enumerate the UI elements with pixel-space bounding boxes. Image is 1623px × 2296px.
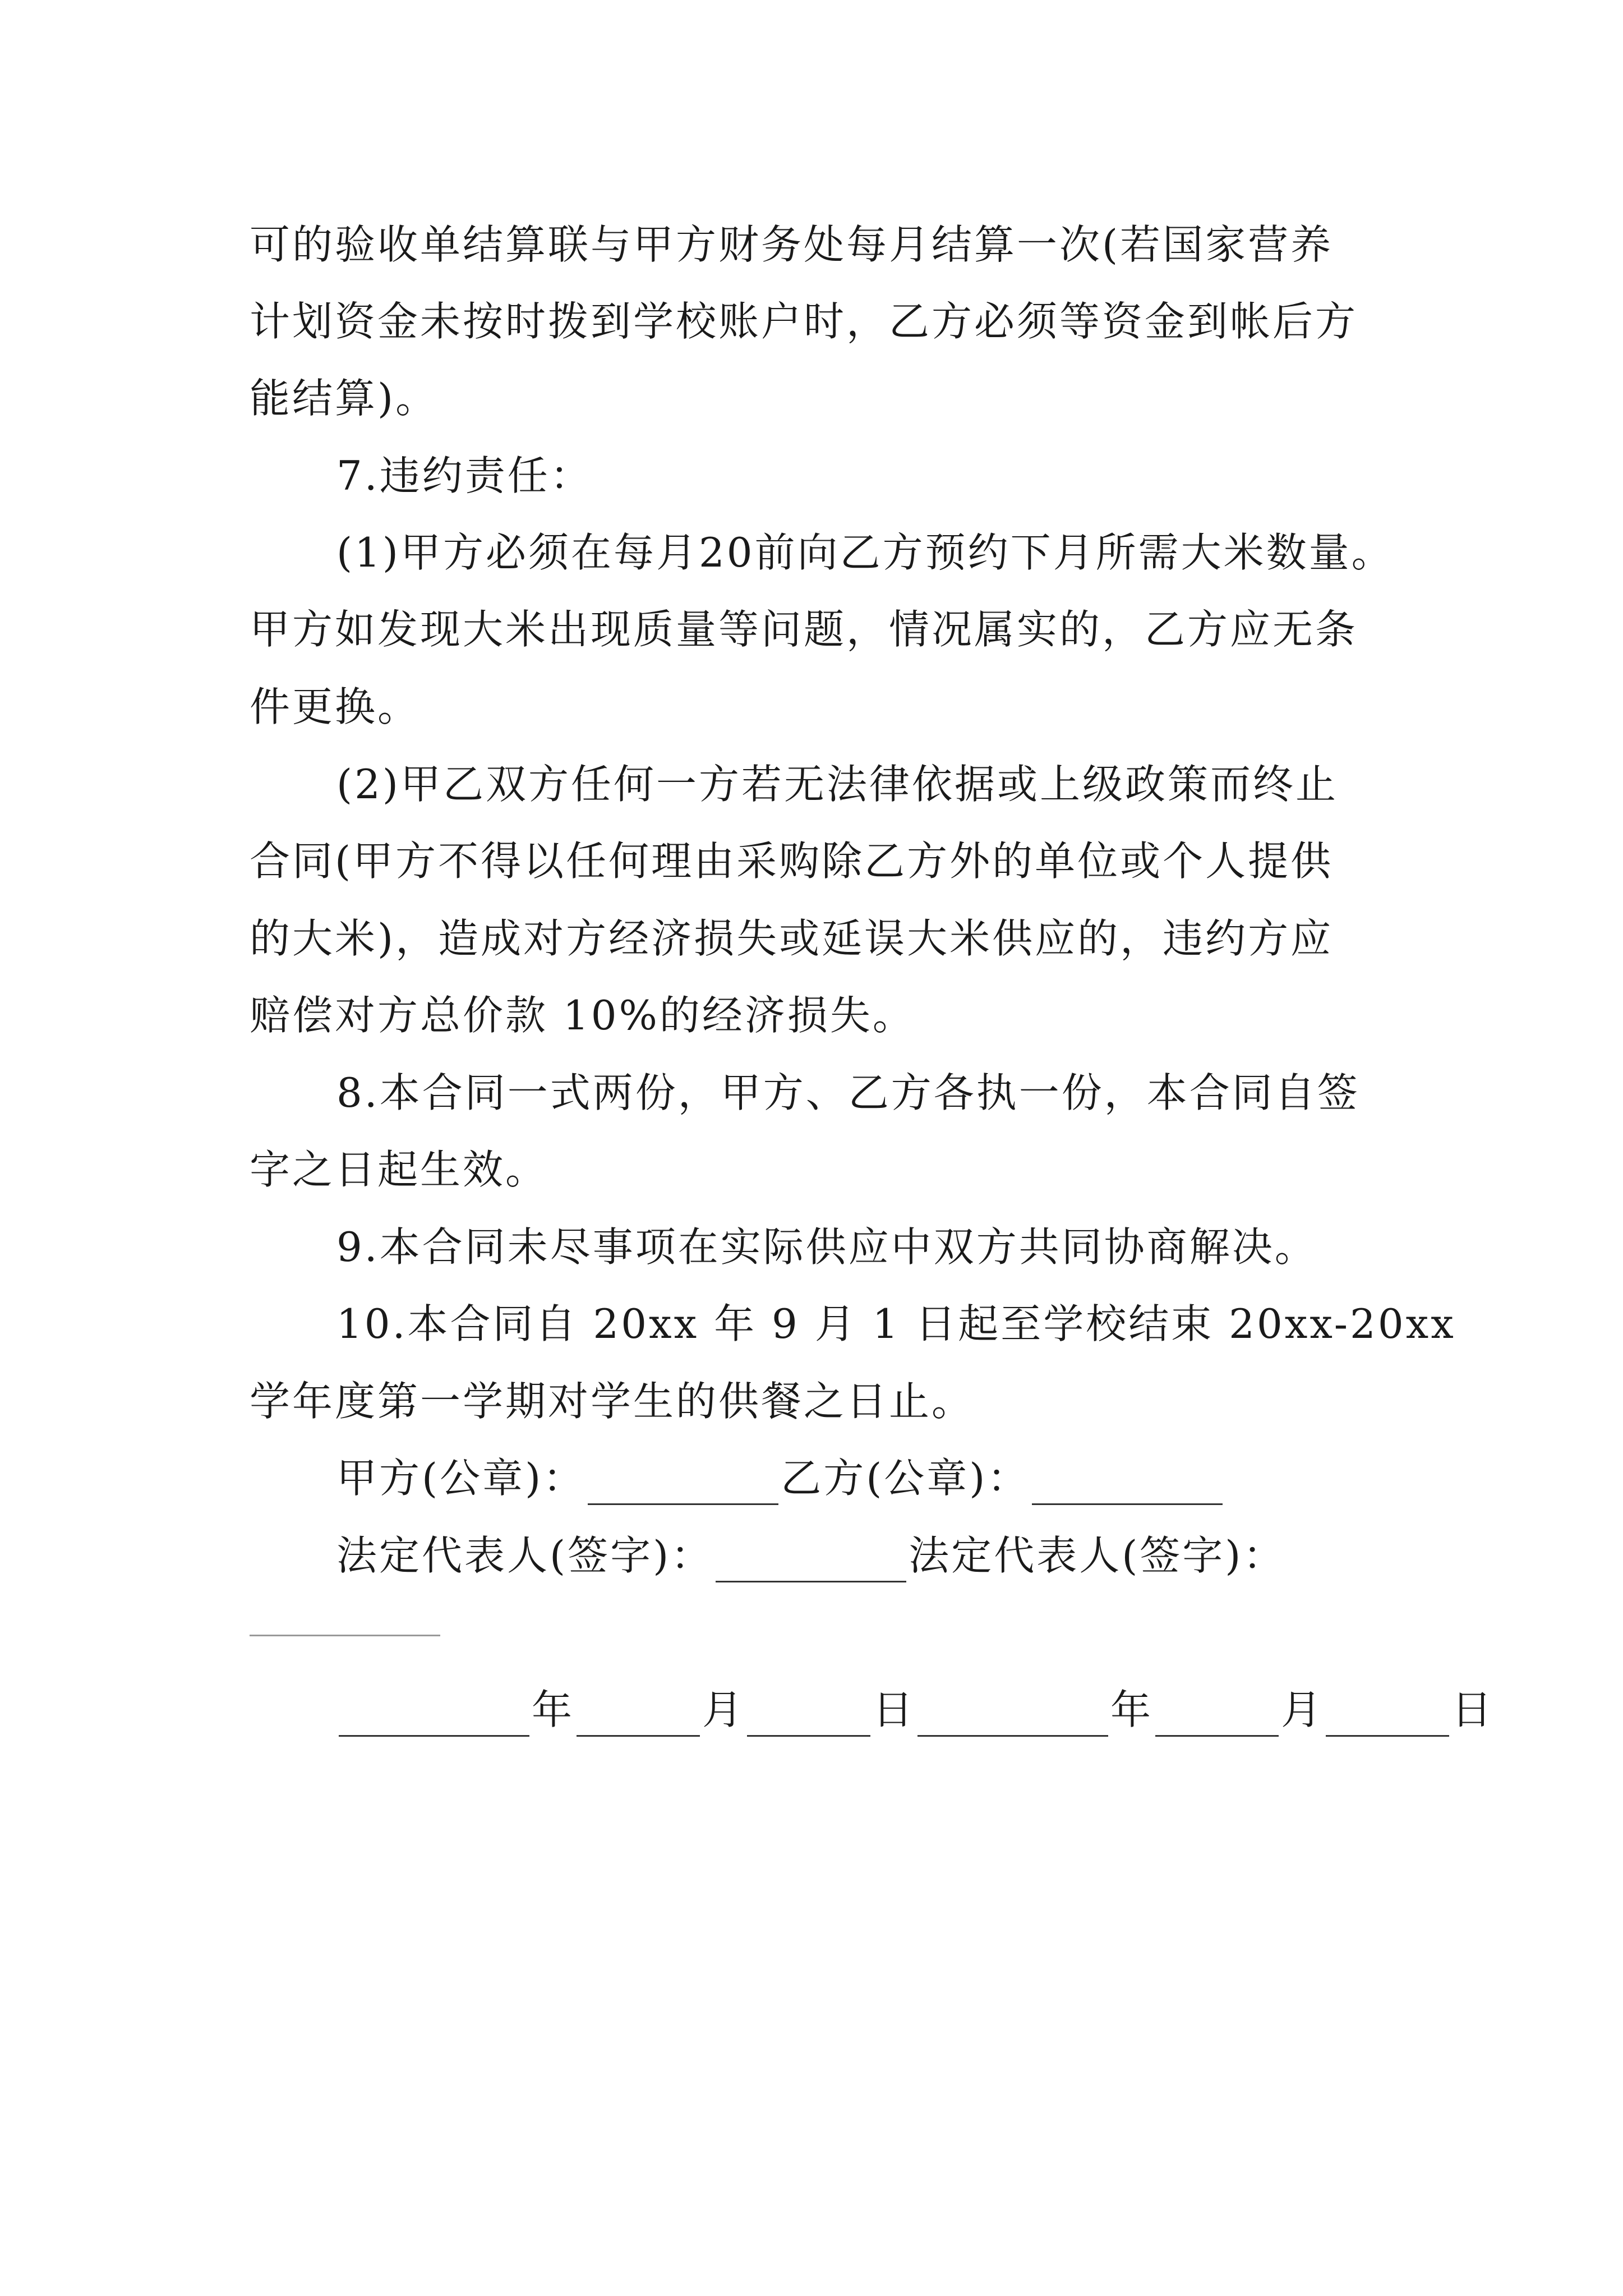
paragraph-line: 可的验收单结算联与甲方财务处每月结算一次(若国家营养 <box>250 221 1334 268</box>
date-year-label: 年 <box>532 1686 575 1733</box>
clause-8: 8.本合同一式两份，甲方、乙方各执一份，本合同自签 <box>336 1069 1360 1116</box>
date-month-label: 月 <box>702 1686 745 1733</box>
paragraph-line: 能结算)。 <box>250 375 439 422</box>
date-day-label: 日 <box>1451 1686 1495 1733</box>
paragraph-line: 计划资金未按时拨到学校账户时，乙方必须等资金到帐后方 <box>250 298 1358 345</box>
paragraph-line: (1)甲方必须在每月20前向乙方预约下月所需大米数量。 <box>336 529 1394 576</box>
legal-rep-b-label: 法定代表人(签字)： <box>909 1532 1286 1579</box>
date-a-month-blank[interactable] <box>577 1696 700 1737</box>
date-b-year-blank[interactable] <box>917 1696 1108 1737</box>
date-b-month-blank[interactable] <box>1155 1696 1279 1737</box>
party-a-seal-blank[interactable] <box>588 1464 778 1505</box>
date-a-day-blank[interactable] <box>747 1696 870 1737</box>
legal-rep-b-blank[interactable] <box>250 1635 440 1636</box>
paragraph-line: (2)甲乙双方任何一方若无法律依据或上级政策而终止 <box>336 761 1338 808</box>
seal-row <box>336 1451 1225 1505</box>
date-year-label: 年 <box>1110 1686 1154 1733</box>
paragraph-line: 甲方如发现大米出现质量等问题，情况属实的，乙方应无条 <box>250 606 1358 653</box>
party-b-seal-blank[interactable] <box>1032 1464 1223 1505</box>
paragraph-line: 学年度第一学期对学生的供餐之日止。 <box>250 1378 975 1425</box>
party-a-seal-label: 甲方(公章)： <box>336 1455 586 1502</box>
date-b-day-blank[interactable] <box>1326 1696 1449 1737</box>
legal-rep-a-label: 法定代表人(签字)： <box>336 1532 714 1579</box>
paragraph-line: 的大米)，造成对方经济损失或延误大米供应的，违约方应 <box>250 915 1334 962</box>
date-day-label: 日 <box>873 1686 916 1733</box>
date-month-label: 月 <box>1281 1686 1324 1733</box>
paragraph-line: 合同(甲方不得以任何理由采购除乙方外的单位或个人提供 <box>250 838 1334 885</box>
clause-10: 10.本合同自 20xx 年 9 月 1 日起至学校结束 20xx-20xx <box>336 1300 1456 1347</box>
legal-rep-row <box>336 1529 1285 1582</box>
date-row <box>336 1683 1494 1737</box>
legal-rep-a-blank[interactable] <box>716 1542 906 1582</box>
paragraph-line: 赔偿对方总价款 10%的经济损失。 <box>250 992 915 1039</box>
clause-heading-breach: 7.违约责任： <box>336 452 593 499</box>
date-a-year-blank[interactable] <box>339 1696 529 1737</box>
party-b-seal-label: 乙方(公章)： <box>781 1455 1030 1502</box>
paragraph-line: 件更换。 <box>250 683 421 730</box>
paragraph-line: 字之日起生效。 <box>250 1146 548 1193</box>
clause-9: 9.本合同未尽事项在实际供应中双方共同协商解决。 <box>336 1223 1317 1271</box>
